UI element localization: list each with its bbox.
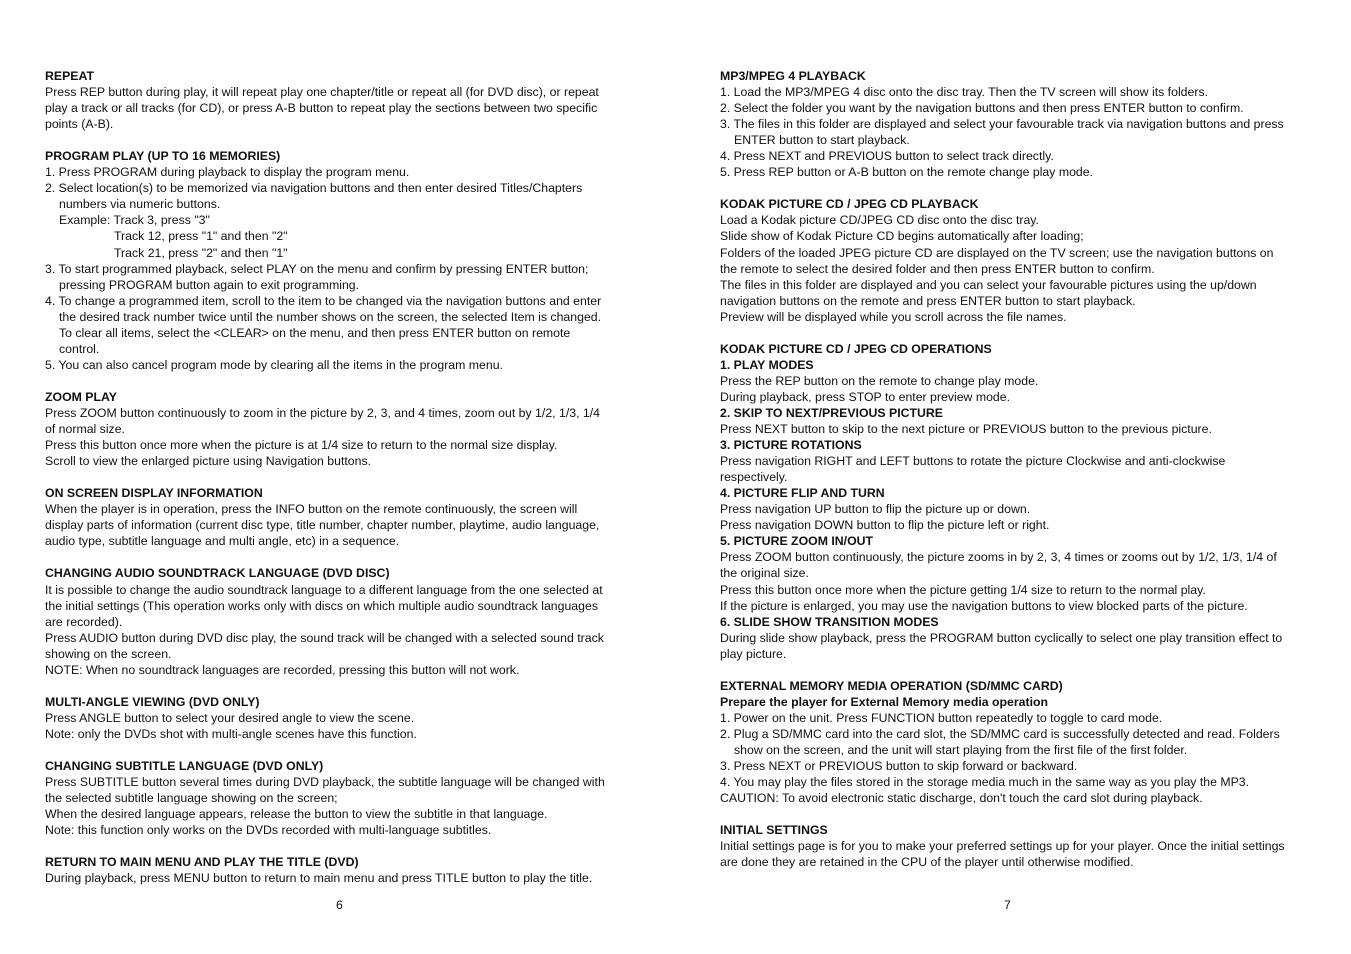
text-line: the original size. xyxy=(720,566,809,581)
text-line: 4. To change a programmed item, scroll to the item to be changed via the navigation buttons and enter xyxy=(45,293,602,308)
text-line: Track 12, press "1" and then "2" xyxy=(114,229,288,244)
page-number-left: 6 xyxy=(336,898,343,912)
text-line: showing on the screen. xyxy=(45,646,172,661)
text-line: 2. Select location(s) to be memorized via navigation buttons and then enter desired Titles/Chapters xyxy=(45,181,583,196)
paragraph-gap xyxy=(720,806,1320,822)
text-line: the desired track number twice until the number shows on the screen, the selected Item is changed. xyxy=(59,309,602,324)
text-line: respectively. xyxy=(720,470,788,485)
text-line: audio type, subtitle language and multi angle, etc) in a sequence. xyxy=(45,534,400,549)
text-line: Example: Track 3, press "3" xyxy=(59,213,210,228)
section-heading: 4. PICTURE FLIP AND TURN xyxy=(720,486,885,501)
paragraph-gap xyxy=(720,180,1320,196)
text-line: 4. You may play the files stored in the storage media much in the same way as you play the MP3. xyxy=(720,775,1250,790)
text-line: navigation buttons on the remote and press ENTER button to start playback. xyxy=(720,293,1136,308)
paragraph-gap xyxy=(45,678,645,694)
text-line: Press the REP button on the remote to change play mode. xyxy=(720,373,1039,388)
text-line: CAUTION: To avoid electronic static discharge, don't touch the card slot during playback. xyxy=(720,791,1203,806)
text-line: 5. Press REP button or A-B button on the remote change play mode. xyxy=(720,165,1094,180)
text-line: points (A-B). xyxy=(45,117,114,132)
section-heading: 1. PLAY MODES xyxy=(720,357,814,372)
text-line: 5. You can also cancel program mode by clearing all the items in the program menu. xyxy=(45,357,503,372)
text-line: are done they are retained in the CPU of the player until otherwise modified. xyxy=(720,855,1134,870)
section-heading: 5. PICTURE ZOOM IN/OUT xyxy=(720,534,874,549)
section-heading: REPEAT xyxy=(45,69,94,83)
text-line: To clear all items, select the <CLEAR> on the menu, and then press ENTER button on remote xyxy=(59,325,571,340)
page-number-right: 7 xyxy=(1004,898,1011,912)
text-line: The files in this folder are displayed and you can select your favourable pictures using the up/down xyxy=(720,277,1257,292)
text-line: Press REP button during play, it will repeat play one chapter/title or repeat all (for DVD disc), or repeat xyxy=(45,85,599,100)
text-line: Note: this function only works on the DVDs recorded with multi-language subtitles. xyxy=(45,823,492,838)
section-heading: CHANGING SUBTITLE LANGUAGE (DVD ONLY) xyxy=(45,759,324,774)
text-line: If the picture is enlarged, you may use the navigation buttons to view blocked parts of the picture. xyxy=(720,598,1248,613)
text-line: NOTE: When no soundtrack languages are recorded, pressing this button will not work. xyxy=(45,662,520,677)
paragraph-gap xyxy=(720,325,1320,341)
text-line: play a track or all tracks (for CD), or press A-B button to repeat play the sections between two specific xyxy=(45,101,598,116)
text-line: Press ANGLE button to select your desired angle to view the scene. xyxy=(45,710,415,725)
text-line: When the player is in operation, press the INFO button on the remote continuously, the screen will xyxy=(45,502,578,517)
text-line: 3. Press NEXT or PREVIOUS button to skip forward or backward. xyxy=(720,759,1078,774)
text-line: show on the screen, and the unit will start playing from the first file of the first folder. xyxy=(734,742,1188,757)
text-line: 2. Select the folder you want by the navigation buttons and then press ENTER button to confirm. xyxy=(720,101,1244,116)
text-line: Scroll to view the enlarged picture using Navigation buttons. xyxy=(45,454,372,469)
text-line: 3. The files in this folder are displayed and select your favourable track via navigation buttons and press xyxy=(720,117,1284,132)
text-line: During slide show playback, press the PROGRAM button cyclically to select one play transition effect to xyxy=(720,630,1283,645)
section-heading: 3. PICTURE ROTATIONS xyxy=(720,438,862,453)
text-line: play picture. xyxy=(720,646,787,661)
text-line: 3. To start programmed playback, select PLAY on the menu and confirm by pressing ENTER button; xyxy=(45,261,589,276)
section-heading: MULTI-ANGLE VIEWING (DVD ONLY) xyxy=(45,694,260,709)
paragraph-gap xyxy=(45,549,645,565)
text-line: ENTER button to start playback. xyxy=(734,133,910,148)
text-line: Press ZOOM button continuously, the picture zooms in by 2, 3, 4 times or zooms out by 1/2, 1/3, 1/4 of xyxy=(720,550,1277,565)
text-line: control. xyxy=(59,341,100,356)
text-line: the initial settings (This operation works only with discs on which multiple audio soundtrack languages xyxy=(45,598,598,613)
text-line: 1. Power on the unit. Press FUNCTION button repeatedly to toggle to card mode. xyxy=(720,710,1163,725)
text-line: pressing PROGRAM button again to exit programming. xyxy=(59,277,360,292)
text-line: the selected subtitle language showing on the screen; xyxy=(45,791,338,806)
section-heading: INITIAL SETTINGS xyxy=(720,823,828,838)
section-heading: KODAK PICTURE CD / JPEG CD PLAYBACK xyxy=(720,197,979,212)
left-page-column xyxy=(45,68,645,886)
text-line: Folders of the loaded JPEG picture CD are displayed on the TV screen; use the navigation buttons on xyxy=(720,245,1274,260)
section-heading: ON SCREEN DISPLAY INFORMATION xyxy=(45,486,263,501)
text-line: Press navigation RIGHT and LEFT buttons to rotate the picture Clockwise and anti-clockwise xyxy=(720,454,1226,469)
text-line: 4. Press NEXT and PREVIOUS button to select track directly. xyxy=(720,149,1054,164)
section-heading: PROGRAM PLAY (UP TO 16 MEMORIES) xyxy=(45,149,281,164)
text-line: It is possible to change the audio soundtrack language to a different language from the one selected at xyxy=(45,582,603,597)
text-line: 1. Press PROGRAM during playback to display the program menu. xyxy=(45,165,410,180)
text-line: Press navigation UP button to flip the picture up or down. xyxy=(720,502,1031,517)
section-heading: KODAK PICTURE CD / JPEG CD OPERATIONS xyxy=(720,341,992,356)
section-heading: 6. SLIDE SHOW TRANSITION MODES xyxy=(720,614,939,629)
text-line: numbers via numeric buttons. xyxy=(59,197,221,212)
text-line: Load a Kodak picture CD/JPEG CD disc onto the disc tray. xyxy=(720,213,1039,228)
paragraph-gap xyxy=(45,469,645,485)
text-line: the remote to select the desired folder and then press ENTER button to confirm. xyxy=(720,261,1155,276)
text-line: Press ZOOM button continuously to zoom in the picture by 2, 3, and 4 times, zoom out by 1/2, 1/3, 1/4 xyxy=(45,405,601,420)
text-line: of normal size. xyxy=(45,422,125,437)
paragraph-gap xyxy=(45,373,645,389)
section-heading: ZOOM PLAY xyxy=(45,389,117,404)
paragraph-gap xyxy=(720,662,1320,678)
section-heading: 2. SKIP TO NEXT/PREVIOUS PICTURE xyxy=(720,405,943,420)
right-page-column xyxy=(720,68,1320,870)
text-line: Press SUBTITLE button several times during DVD playback, the subtitle language will be changed with xyxy=(45,775,605,790)
paragraph-gap xyxy=(45,132,645,148)
text-line: Track 21, press "2" and then "1" xyxy=(114,245,288,260)
text-line: Press navigation DOWN button to flip the picture left or right. xyxy=(720,518,1050,533)
section-heading: RETURN TO MAIN MENU AND PLAY THE TITLE (DVD) xyxy=(45,855,359,870)
paragraph-gap xyxy=(45,838,645,854)
text-line: Press this button once more when the picture getting 1/4 size to return to the normal play. xyxy=(720,582,1206,597)
text-line: 2. Plug a SD/MMC card into the card slot, the SD/MMC card is successfully detected and read. Folders xyxy=(720,726,1280,741)
section-heading: CHANGING AUDIO SOUNDTRACK LANGUAGE (DVD DISC) xyxy=(45,566,390,581)
text-line: display parts of information (current disc type, title number, chapter number, playtime, audio language, xyxy=(45,518,600,533)
section-heading: EXTERNAL MEMORY MEDIA OPERATION (SD/MMC CARD) xyxy=(720,678,1063,693)
text-line: During playback, press STOP to enter preview mode. xyxy=(720,389,1011,404)
text-line: Press this button once more when the picture is at 1/4 size to return to the normal size display. xyxy=(45,438,558,453)
section-heading: MP3/MPEG 4 PLAYBACK xyxy=(720,69,866,83)
text-line: Press NEXT button to skip to the next picture or PREVIOUS button to the previous picture. xyxy=(720,422,1212,437)
paragraph-gap xyxy=(45,742,645,758)
text-line: During playback, press MENU button to return to main menu and press TITLE button to play the title. xyxy=(45,871,593,886)
text-line: Press AUDIO button during DVD disc play, the sound track will be changed with a selected sound track xyxy=(45,630,604,645)
text-line: When the desired language appears, release the button to view the subtitle in that language. xyxy=(45,807,548,822)
text-line: Preview will be displayed while you scroll across the file names. xyxy=(720,309,1067,324)
section-heading: Prepare the player for External Memory media operation xyxy=(720,694,1049,709)
text-line: Slide show of Kodak Picture CD begins automatically after loading; xyxy=(720,229,1084,244)
text-line: Initial settings page is for you to make your preferred settings up for your player. Once the initial settings xyxy=(720,839,1285,854)
text-line: are recorded). xyxy=(45,614,123,629)
text-line: Note: only the DVDs shot with multi-angle scenes have this function. xyxy=(45,726,417,741)
text-line: 1. Load the MP3/MPEG 4 disc onto the disc tray. Then the TV screen will show its folders. xyxy=(720,85,1209,100)
